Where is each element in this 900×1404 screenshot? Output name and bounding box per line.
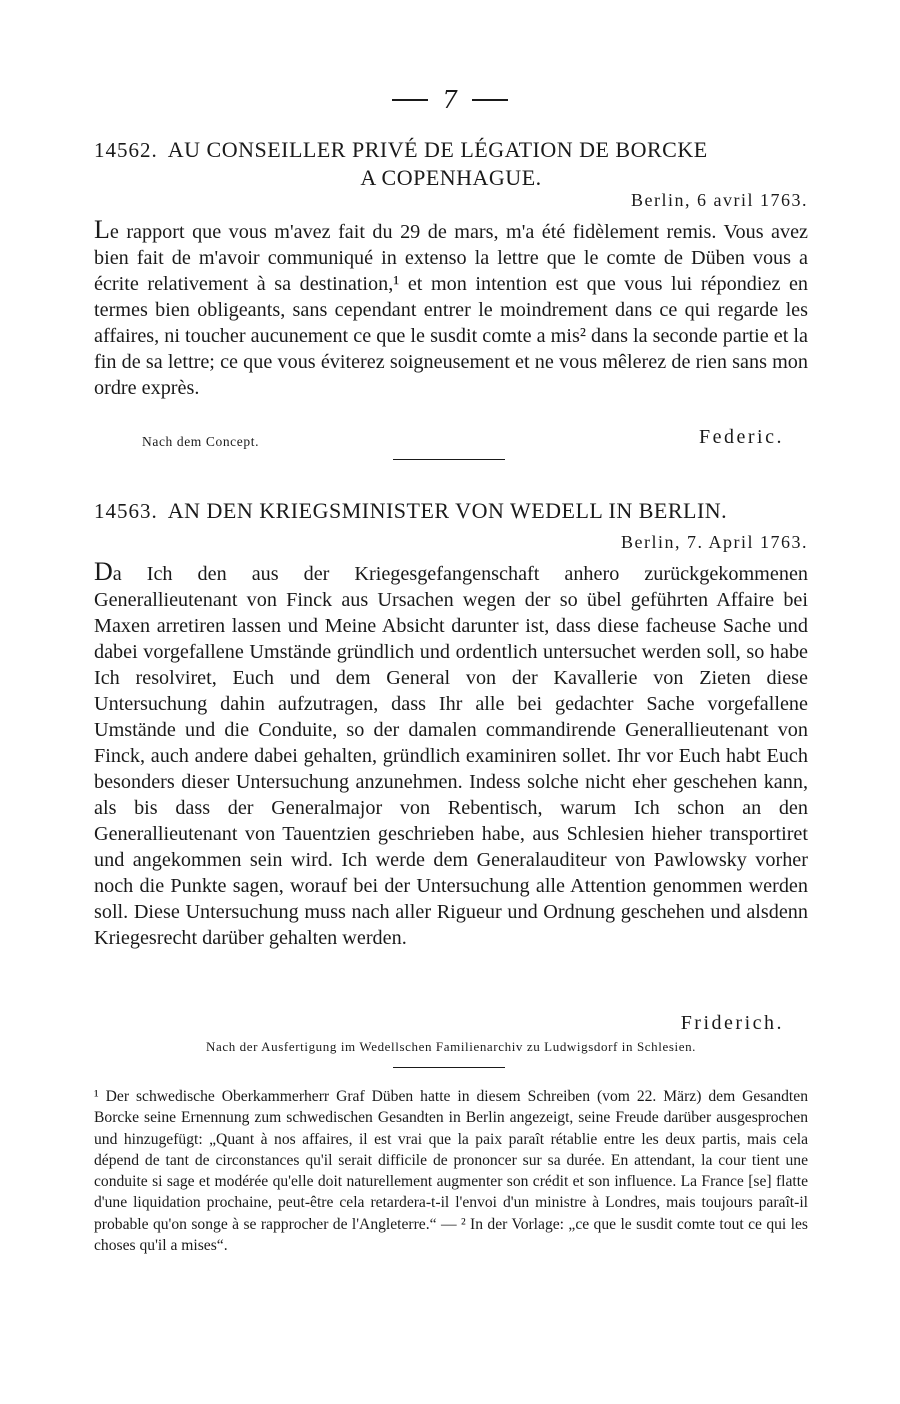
footnote-divider (393, 1067, 505, 1068)
section-divider (393, 459, 505, 460)
letter-2-source: Nach der Ausfertigung im Wedellschen Familienarchiv zu Ludwigsdorf in Schlesien. (205, 1039, 697, 1054)
letter-1-heading-line1: AU CONSEILLER PRIVÉ DE LÉGATION DE BORCKE (167, 137, 708, 162)
letter-2-body (94, 559, 808, 951)
page-number: 7 (442, 86, 458, 114)
letter-1-footer (94, 426, 808, 454)
letter-2-body-text: a Ich den aus der Kriegesgefangenschaft anhero zurückgekommenen Generallieutenant von Finck aus Ursachen wegen der so übel geführten Affaire bei Maxen arretiren lassen und Meine Absicht darunter ist, dass diese facheuse Sache und dabei vorgefallene Umstände gründlich und ordentlich untersuchet werden soll, so habe Ich resolviret, Euch und dem General von der Kavallerie von Zieten diese Untersuchung dahin aufzutragen, dass Ihr alle bei gedachter Sache vorgefallene Umstände und die Conduite, so der damalen commandirende Generallieutenant von Finck, auch andere dabei gehalten, gründlich examiniren sollet. Ihr vor Euch habt Euch besonders dieser Untersuchung anzunehmen. Indess solche nicht eher geschehen kann, als bis dass der Generalmajor von Rebentisch, warum Ich schon an den Generallieutenant von Tauentzien geschrieben habe, aus Schlesien hieher transportiret und angekommen sein wird. Ich werde dem Generalauditeur von Pawlowsky vorher noch die Punkte sagen, worauf bei der Untersuchung alle Attention genommen werden soll. Diese Untersuchung muss nach aller Rigueur und Ordnung geschehen und alsdenn Kriegesrecht darüber gehalten werden. (94, 563, 808, 949)
letter-2-footer (94, 1012, 808, 1040)
letter-2-initial: D (94, 557, 113, 586)
letter-1-source: Nach dem Concept. (142, 434, 260, 449)
letter-1-body (94, 217, 808, 401)
letter-1-signature: Federic. (699, 426, 784, 448)
letter-1-dateline: Berlin, 6 avril 1763. (631, 190, 808, 210)
letter-1-number: 14562. (94, 138, 158, 162)
letter-2-dateline: Berlin, 7. April 1763. (621, 532, 808, 552)
letter-2-heading (94, 497, 808, 525)
letter-1-heading (94, 136, 808, 192)
letter-2-heading-text: AN DEN KRIEGSMINISTER VON WEDELL IN BERLIN. (167, 498, 728, 523)
page-header (0, 86, 900, 114)
header-rule-left (392, 99, 428, 101)
letter-1-initial: L (94, 215, 110, 244)
header-rule-right (472, 99, 508, 101)
letter-1-body-text: e rapport que vous m'avez fait du 29 de mars, m'a été fidèlement remis. Vous avez bien fait de m'avoir communiqué in extenso la lettre que le comte de Düben vous a écrite relativement à sa destination,¹ et mon intention est que vous lui répondiez en termes bien obligeants, sans cependant entrer le moindrement dans ce qui regarde les affaires, ni toucher aucunement ce que le susdit comte a mis² dans la seconde partie et la fin de sa lettre; ce que vous éviterez soigneusement et ne vous mêlerez de rien sans mon ordre exprès. (94, 221, 808, 399)
letter-1-heading-line2: A COPENHAGUE. (360, 165, 542, 190)
letter-2-signature: Friderich. (680, 1012, 784, 1034)
letter-2-number: 14563. (94, 499, 158, 523)
footnotes: ¹ Der schwedische Oberkammerherr Graf Düben hatte in diesem Schreiben (vom 22. März) dem Gesandten Borcke seine Ernennung zum schwedischen Gesandten in Berlin angezeigt, seine Freude darüber ausgesprochen und hinzugefügt: „Quant à nos affaires, il est vrai que la paix paraît rétablie entre les deux partis, mais cela dépend de tant de circonstances qu'il serait difficile de prononcer sur sa durée. En attendant, la cour tient une conduite si sage et modérée qu'elle doit naturellement augmenter son crédit et son influence. La France [se] flatte d'une liquidation prochaine, peut-être cela retardera-t-il l'envoi d'un ministre à Londres, mais toujours paraît-il probable qu'on songe à se rapprocher de l'Angleterre.“ — ² In der Vorlage: „ce que le susdit comte tout ce qui les choses qu'il a mises“. (94, 1088, 808, 1255)
